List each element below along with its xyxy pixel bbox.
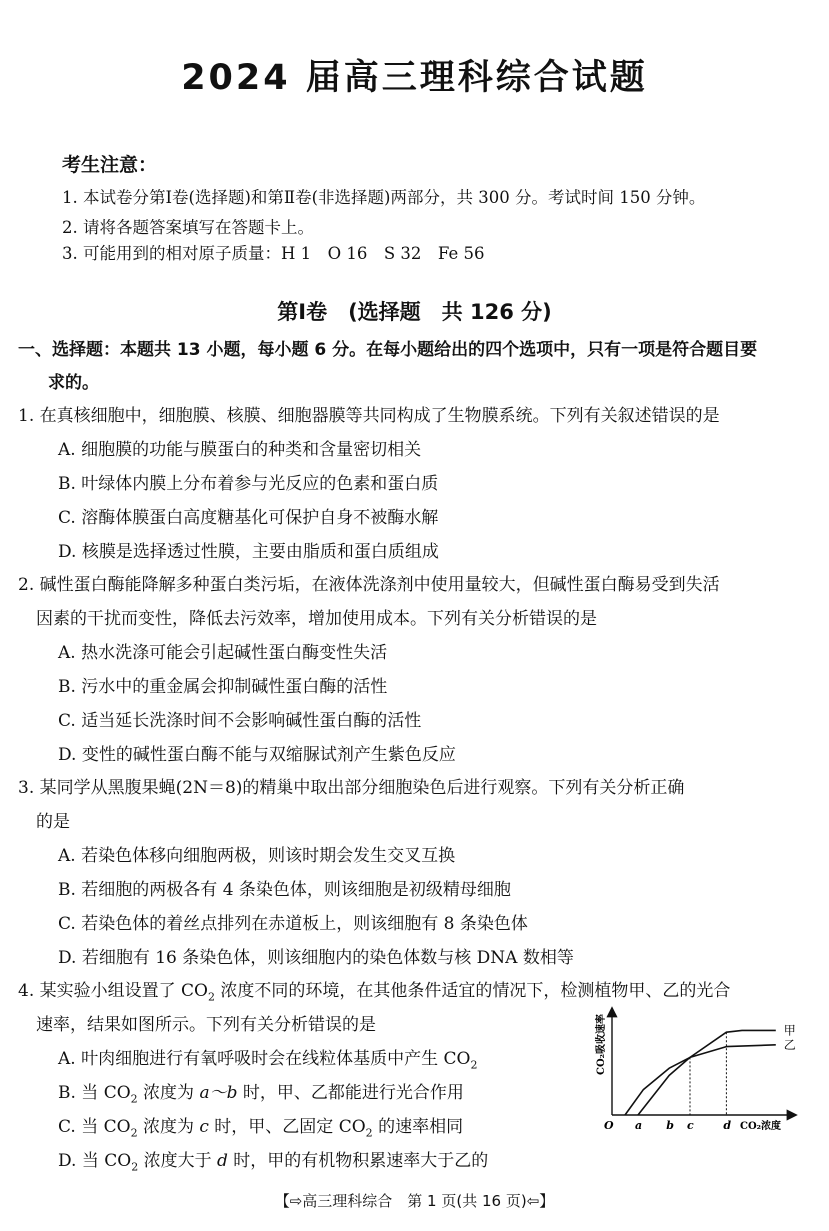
q2-stem-line2: 因素的干扰而变性，降低去污效率，增加使用成本。下列有关分析错误的是 [36, 609, 597, 629]
q2-option-a: A. 热水洗涤可能会引起碱性蛋白酶变性失活 [58, 643, 388, 663]
q2-option-b: B. 污水中的重金属会抑制碱性蛋白酶的活性 [58, 677, 388, 697]
q3-stem-line2: 的是 [36, 812, 70, 832]
q3-stem-line1: 3. 某同学从黑腹果蝇(2N＝8)的精巢中取出部分细胞染色后进行观察。下列有关分析正确 [18, 778, 685, 798]
co2-absorption-chart [590, 1005, 800, 1135]
q4-option-b: B. 当 $CO_2$ 浓度为 a～b 时，甲、乙都能进行光合作用 [58, 1083, 464, 1106]
x-tick-c: c [687, 1119, 694, 1132]
x-tick-d: d [723, 1119, 732, 1132]
q1-option-c: C. 溶酶体膜蛋白高度糖基化可保护自身不被酶水解 [58, 508, 439, 528]
q3-option-c: C. 若染色体的着丝点排列在赤道板上，则该细胞有 8 条染色体 [58, 914, 528, 934]
q4-option-a: A. 叶肉细胞进行有氧呼吸时会在线粒体基质中产生 $CO_2$ [58, 1049, 478, 1072]
notice-item-1: 1. 本试卷分第Ⅰ卷(选择题)和第Ⅱ卷(非选择题)两部分，共 300 分。考试时间 150 分钟。 [62, 188, 706, 207]
part1-title: 第Ⅰ卷 (选择题 共 126 分) [277, 300, 552, 324]
origin-label: O [604, 1119, 614, 1132]
x-tick-b: b [666, 1119, 674, 1132]
series-line-2 [625, 1045, 776, 1115]
y-axis-label: CO₂吸收速率 [596, 1013, 607, 1075]
section-instruction-line2: 求的。 [48, 373, 99, 393]
section-instruction [18, 334, 808, 400]
q3-option-a: A. 若染色体移向细胞两极，则该时期会发生交叉互换 [58, 846, 456, 866]
notice-heading: 考生注意： [62, 154, 158, 176]
q1-option-b: B. 叶绿体内膜上分布着参与光反应的色素和蛋白质 [58, 474, 439, 494]
notice-item-3: 3. 可能用到的相对原子质量：H 1 O 16 S 32 Fe 56 [62, 244, 485, 263]
q2-option-d: D. 变性的碱性蛋白酶不能与双缩脲试剂产生紫色反应 [58, 745, 456, 765]
q1-option-d: D. 核膜是选择透过性膜，主要由脂质和蛋白质组成 [58, 542, 439, 562]
section-instruction-line1: 一、选择题：本题共 13 小题，每小题 6 分。在每小题给出的四个选项中，只有一项是符合题目要 [18, 340, 758, 360]
q4-stem-line2: 速率，结果如图所示。下列有关分析错误的是 [36, 1015, 376, 1035]
notice-item-2: 2. 请将各题答案填写在答题卡上。 [62, 218, 314, 237]
q4-option-d: D. 当 $CO_2$ 浓度大于 d 时，甲的有机物积累速率大于乙的 [58, 1151, 489, 1174]
page-footer: 【⇨高三理科综合 第 1 页(共 16 页)⇦】 [274, 1192, 555, 1210]
series-line-1 [638, 1030, 776, 1115]
q1-stem: 1. 在真核细胞中，细胞膜、核膜、细胞器膜等共同构成了生物膜系统。下列有关叙述错误的是 [18, 406, 720, 426]
series-label-1: 甲 [783, 1023, 796, 1038]
x-axis-label: CO₂浓度 [740, 1121, 782, 1132]
q2-option-c: C. 适当延长洗涤时间不会影响碱性蛋白酶的活性 [58, 711, 422, 731]
q3-option-d: D. 若细胞有 16 条染色体，则该细胞内的染色体数与核 DNA 数相等 [58, 948, 574, 968]
q3-option-b: B. 若细胞的两极各有 4 条染色体，则该细胞是初级精母细胞 [58, 880, 511, 900]
x-tick-a: a [635, 1119, 643, 1132]
q4-stem-line1: 4. 某实验小组设置了 $CO_2$ 浓度不同的环境，在其他条件适宜的情况下，检测植物甲、乙的光合 [18, 981, 731, 1004]
series-label-2: 乙 [783, 1037, 796, 1052]
q4-option-c: C. 当 $CO_2$ 浓度为 c 时，甲、乙固定 $CO_2$ 的速率相同 [58, 1117, 464, 1140]
page-title: 2024 届高三理科综合试题 [181, 58, 648, 98]
q1-option-a: A. 细胞膜的功能与膜蛋白的种类和含量密切相关 [58, 440, 422, 460]
q2-stem-line1: 2. 碱性蛋白酶能降解多种蛋白类污垢，在液体洗涤剂中使用量较大，但碱性蛋白酶易受到失活 [18, 575, 720, 595]
